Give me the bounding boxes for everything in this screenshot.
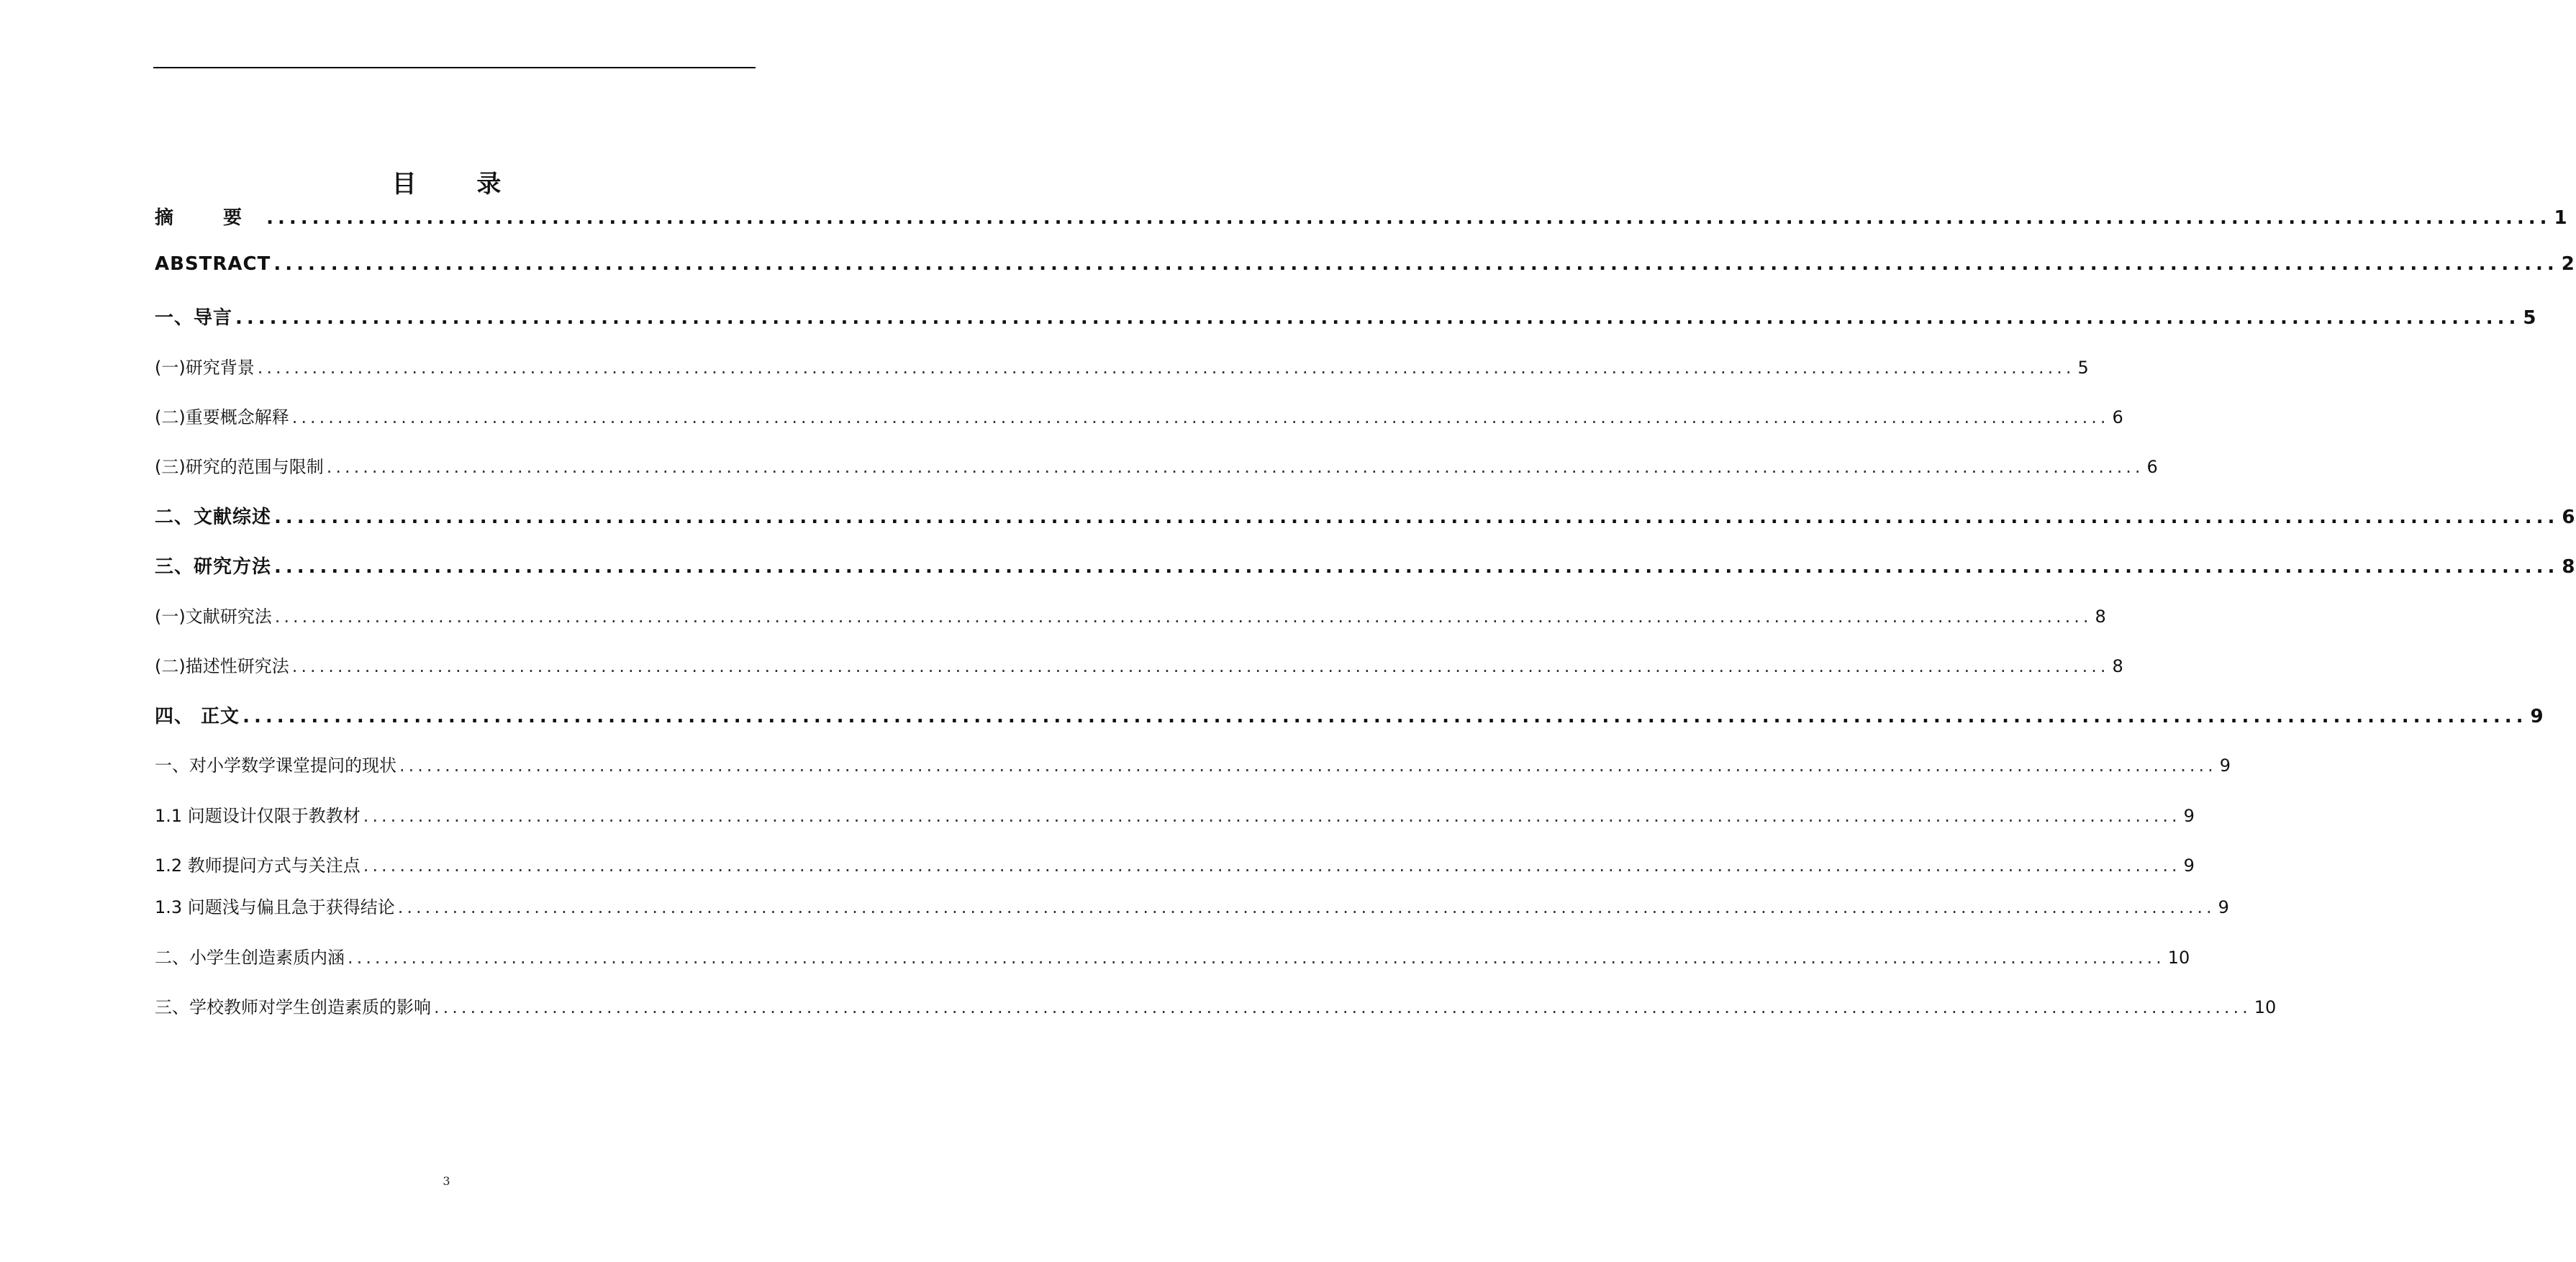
toc-entry-page: 5	[2077, 358, 2089, 378]
toc-leader-dots: ........................................................................................................................................................................................................	[242, 706, 2528, 727]
toc-entry-page: 1	[2554, 207, 2568, 229]
toc-leader-dots: ........................................................................................................................................................................................................	[348, 948, 2165, 968]
toc-entry-page: 8	[2562, 556, 2576, 578]
toc-entry-page: 2	[2561, 253, 2575, 275]
toc-leader-dots: ........................................................................................................................................................................................................	[291, 656, 2110, 676]
toc-entry-literature-method[interactable]	[155, 602, 2106, 627]
toc-entry-page: 8	[2112, 656, 2123, 676]
toc-entry-page: 10	[2254, 997, 2277, 1017]
toc-leader-dots: ........................................................................................................................................................................................................	[235, 307, 2521, 329]
toc-entry-page: 6	[2146, 457, 2158, 477]
toc-entry-page: 6	[2562, 507, 2576, 528]
toc-entry-background[interactable]	[155, 353, 2089, 378]
toc-entry-label: ABSTRACT	[155, 253, 271, 275]
toc-entry-abstract-en[interactable]	[155, 253, 2575, 275]
toc-entry-page: 9	[2219, 755, 2231, 776]
toc-leader-dots: ........................................................................................................................................................................................................	[434, 997, 2251, 1017]
toc-leader-dots: ........................................................................................................................................................................................................	[274, 507, 2559, 528]
toc-entry-label: 二、小学生创造素质内涵	[155, 948, 345, 968]
toc-entry-main-body[interactable]	[155, 702, 2544, 728]
toc-entry-page: 9	[2183, 806, 2195, 826]
toc-leader-dots: ........................................................................................................................................................................................................	[291, 407, 2110, 427]
toc-leader-dots: ........................................................................................................................................................................................................	[397, 897, 2216, 917]
toc-entry-page: 9	[2183, 855, 2195, 876]
toc-entry-label: 三、学校教师对学生创造素质的影响	[155, 997, 431, 1017]
toc-entry-abstract-cn[interactable]	[155, 203, 2568, 230]
toc-leader-dots: ........................................................................................................................................................................................................	[257, 358, 2075, 378]
toc-entry-introduction[interactable]	[155, 303, 2537, 330]
toc-entry-1-1[interactable]	[155, 802, 2195, 827]
toc-entry-label: (三)研究的范围与限制	[155, 457, 324, 477]
toc-entry-label: (二)描述性研究法	[155, 656, 289, 676]
toc-entry-page: 10	[2167, 948, 2190, 968]
toc-leader-dots: ........................................................................................................................................................................................................	[363, 855, 2181, 876]
toc-entry-label: 摘 要	[155, 207, 264, 229]
toc-entry-1-2[interactable]	[155, 851, 2195, 876]
toc-entry-label: 1.2 教师提问方式与关注点	[155, 855, 360, 876]
toc-entry-label: 三、研究方法	[155, 556, 272, 578]
toc-entry-label: 四、 正文	[155, 706, 240, 727]
toc-entry-label: 一、导言	[155, 307, 233, 329]
toc-entry-label: 一、对小学数学课堂提问的现状	[155, 755, 396, 776]
toc-entry-label: (一)文献研究法	[155, 607, 272, 627]
toc-entry-label: (二)重要概念解释	[155, 407, 289, 427]
toc-leader-dots: ........................................................................................................................................................................................................	[266, 207, 2552, 229]
toc-entry-label: 1.1 问题设计仅限于教教材	[155, 806, 360, 826]
toc-entry-page: 8	[2095, 607, 2106, 627]
toc-entry-current-status[interactable]	[155, 751, 2231, 776]
toc-leader-dots: ........................................................................................................................................................................................................	[274, 607, 2092, 627]
toc-entry-descriptive-method[interactable]	[155, 652, 2123, 677]
toc-entry-page: 9	[2530, 706, 2544, 727]
toc-entry-label: (一)研究背景	[155, 358, 255, 378]
page-number: 3	[443, 1174, 450, 1188]
toc-entry-page: 5	[2523, 307, 2537, 329]
toc-leader-dots: ........................................................................................................................................................................................................	[363, 806, 2181, 826]
toc-leader-dots: ........................................................................................................................................................................................................	[326, 457, 2144, 477]
toc-entry-literature-review[interactable]	[155, 502, 2576, 529]
toc-title: 目 录	[391, 170, 527, 199]
toc-leader-dots: ........................................................................................................................................................................................................	[274, 556, 2559, 578]
toc-entry-methods[interactable]	[155, 552, 2576, 578]
toc-entry-label: 1.3 问题浅与偏且急于获得结论	[155, 897, 395, 917]
toc-entry-scope[interactable]	[155, 453, 2158, 478]
table-of-contents	[155, 0, 2576, 1262]
toc-leader-dots: ........................................................................................................................................................................................................	[399, 755, 2217, 776]
toc-entry-1-3[interactable]	[155, 893, 2229, 918]
toc-entry-creativity-connotation[interactable]	[155, 943, 2190, 968]
toc-entry-teacher-influence[interactable]	[155, 993, 2277, 1018]
toc-entry-concepts[interactable]	[155, 403, 2123, 428]
toc-entry-page: 9	[2218, 897, 2229, 917]
toc-entry-page: 6	[2112, 407, 2123, 427]
toc-leader-dots: ........................................................................................................................................................................................................	[273, 253, 2559, 275]
toc-entry-label: 二、文献综述	[155, 507, 272, 528]
